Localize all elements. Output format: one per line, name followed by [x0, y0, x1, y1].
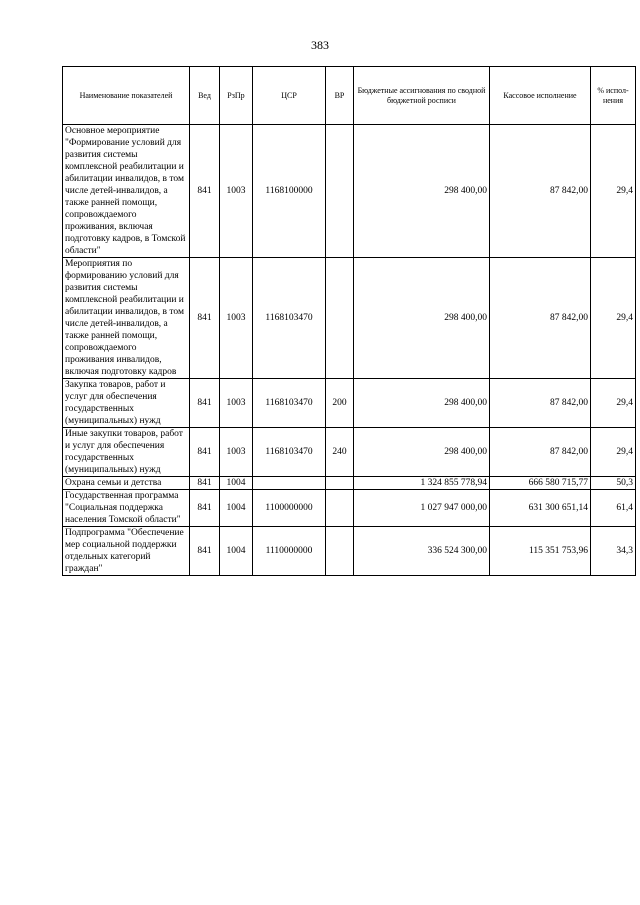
row-name: Мероприятия по формированию условий для развития системы комплексной реабилитации и абилитации инвалидов, в том числе детей-инвалидов, а также ранней помощи, сопровождаемого проживания инвалидов, включая подготовку кадров: [63, 258, 190, 379]
row-ved: 841: [190, 490, 220, 527]
row-budget: 1 324 855 778,94: [354, 477, 490, 490]
page-number: 383: [311, 38, 329, 52]
table-row: [63, 527, 636, 576]
row-cash: 115 351 753,96: [490, 527, 591, 576]
row-budget: 336 524 300,00: [354, 527, 490, 576]
table-row: [63, 258, 636, 379]
row-cash: 87 842,00: [490, 125, 591, 258]
row-ved: 841: [190, 258, 220, 379]
row-rzpr: 1003: [220, 258, 253, 379]
row-pct: 29,4: [591, 125, 636, 258]
row-csr: 1100000000: [253, 490, 326, 527]
row-rzpr: 1004: [220, 527, 253, 576]
header-cash: Кассовое исполнение: [490, 67, 591, 125]
row-vr: [326, 490, 354, 527]
table-header-row: [63, 67, 636, 125]
row-pct: 29,4: [591, 258, 636, 379]
row-csr: 1110000000: [253, 527, 326, 576]
header-name: Наименование показателей: [63, 67, 190, 125]
row-pct: 29,4: [591, 379, 636, 428]
row-vr: [326, 125, 354, 258]
table-row: [63, 428, 636, 477]
row-ved: 841: [190, 125, 220, 258]
row-cash: 87 842,00: [490, 379, 591, 428]
row-vr: [326, 477, 354, 490]
row-pct: 34,3: [591, 527, 636, 576]
row-csr: 1168103470: [253, 258, 326, 379]
budget-execution-table: [62, 66, 636, 576]
row-cash: 87 842,00: [490, 428, 591, 477]
header-csr: ЦСР: [253, 67, 326, 125]
row-name: Иные закупки товаров, работ и услуг для обеспечения государственных (муниципальных) нужд: [63, 428, 190, 477]
table-row: [63, 477, 636, 490]
header-rzpr: РзПр: [220, 67, 253, 125]
row-csr: 1168103470: [253, 379, 326, 428]
row-name: Закупка товаров, работ и услуг для обеспечения государственных (муниципальных) нужд: [63, 379, 190, 428]
table-row: [63, 125, 636, 258]
row-rzpr: 1003: [220, 125, 253, 258]
row-ved: 841: [190, 477, 220, 490]
table-row: [63, 379, 636, 428]
row-pct: 29,4: [591, 428, 636, 477]
header-vr: ВР: [326, 67, 354, 125]
row-vr: [326, 527, 354, 576]
row-rzpr: 1003: [220, 428, 253, 477]
row-budget: 298 400,00: [354, 379, 490, 428]
table-row: [63, 490, 636, 527]
row-csr: 1168103470: [253, 428, 326, 477]
row-vr: 200: [326, 379, 354, 428]
row-pct: 61,4: [591, 490, 636, 527]
header-ved: Вед: [190, 67, 220, 125]
header-budget: Бюджетные ассигнования по сводной бюджетной росписи: [354, 67, 490, 125]
row-rzpr: 1003: [220, 379, 253, 428]
row-name: Основное мероприятие "Формирование условий для развития системы комплексной реабилитации и абилитации инвалидов, в том числе детей-инвалидов, а также ранней помощи, сопровождаемого проживания, включая подготовку кадров, в Томской области": [63, 125, 190, 258]
header-pct: % испол-нения: [591, 67, 636, 125]
row-rzpr: 1004: [220, 490, 253, 527]
row-name: Охрана семьи и детства: [63, 477, 190, 490]
row-cash: 87 842,00: [490, 258, 591, 379]
row-budget: 298 400,00: [354, 428, 490, 477]
row-rzpr: 1004: [220, 477, 253, 490]
row-pct: 50,3: [591, 477, 636, 490]
row-cash: 666 580 715,77: [490, 477, 591, 490]
row-ved: 841: [190, 379, 220, 428]
row-ved: 841: [190, 527, 220, 576]
row-cash: 631 300 651,14: [490, 490, 591, 527]
row-csr: [253, 477, 326, 490]
row-csr: 1168100000: [253, 125, 326, 258]
row-vr: [326, 258, 354, 379]
row-vr: 240: [326, 428, 354, 477]
row-name: Государственная программа "Социальная поддержка населения Томской области": [63, 490, 190, 527]
row-ved: 841: [190, 428, 220, 477]
row-budget: 1 027 947 000,00: [354, 490, 490, 527]
row-budget: 298 400,00: [354, 258, 490, 379]
row-budget: 298 400,00: [354, 125, 490, 258]
row-name: Подпрограмма "Обеспечение мер социальной поддержки отдельных категорий граждан": [63, 527, 190, 576]
